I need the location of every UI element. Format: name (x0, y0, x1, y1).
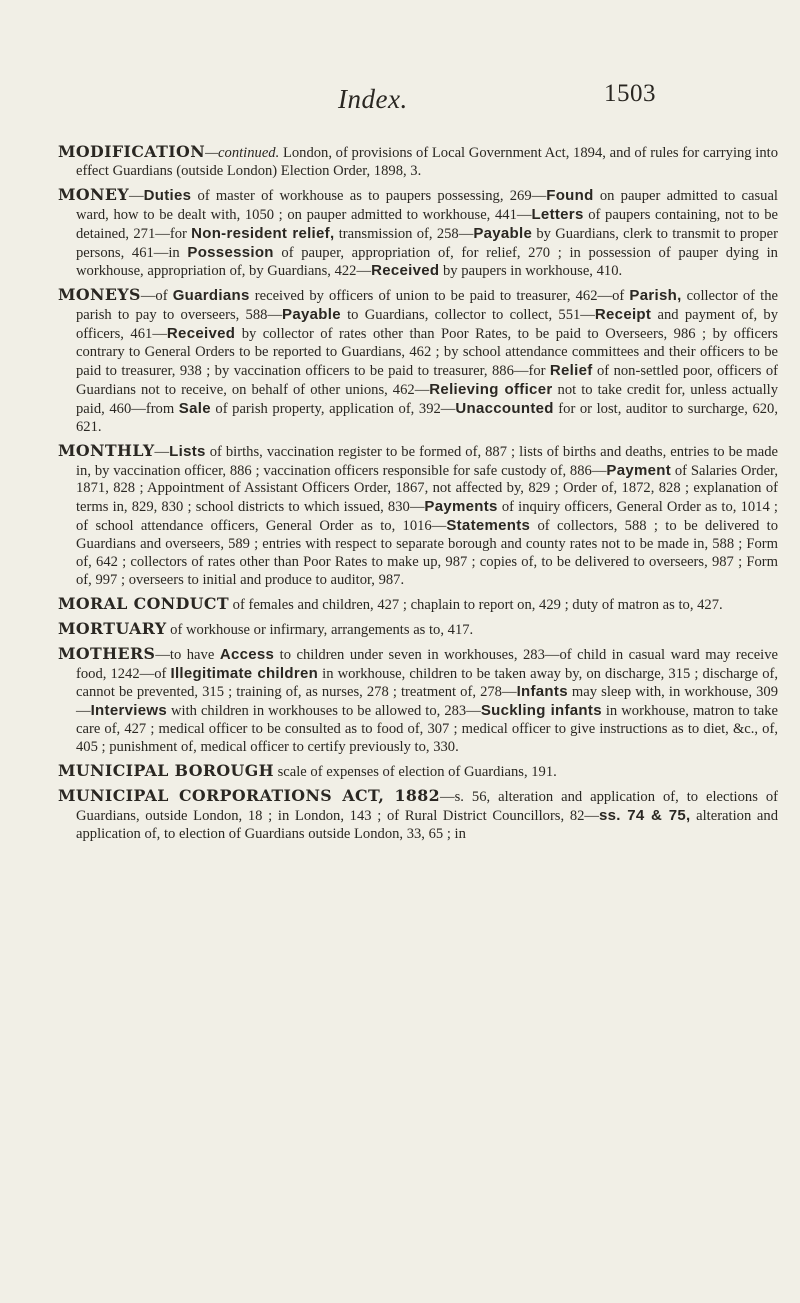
entry-headword: MONTHLY (58, 440, 155, 460)
entry-headword: MORAL CONDUCT (58, 593, 230, 613)
entry-subheading: Payment (606, 461, 672, 479)
entry-headword: MONEYS (58, 285, 141, 305)
entry-subheading: Possession (187, 243, 274, 261)
entry-text: of parish property, application of, 392— (210, 400, 456, 417)
entry-text: of non-settled poor, officers of Guardians not to receive, on behalf of other unions, 462— (76, 362, 778, 398)
entry-subheading: Infants (516, 683, 568, 701)
entry-text: —of (140, 288, 173, 305)
entry-text: of workhouse or infirmary, arrangements as to, 417. (166, 621, 474, 638)
entry-text: of paupers containing, not to be detained, 271—for (76, 206, 778, 242)
entry-text: of females and children, 427 ; chaplain to report on, 429 ; duty of matron as to, 427. (229, 596, 723, 613)
index-entry (58, 762, 778, 782)
entry-headword: MOTHERS (58, 643, 156, 663)
index-entry (58, 143, 778, 181)
entry-text: transmission of, 258— (334, 225, 474, 242)
entry-text: — (129, 187, 144, 204)
entry-subheading: Unaccounted (455, 399, 554, 417)
entry-headword: MODIFICATION (58, 142, 206, 161)
entry-subheading: Letters (531, 205, 584, 223)
entry-subheading: Parish, (629, 287, 682, 305)
entry-text: London, of provisions of Local Government Act, 1894, and of rules for carrying into effect Guardians (outside London) Election Order, 1898, 3. (76, 145, 778, 179)
entry-subheading: ss. 74 & 75, (599, 806, 691, 824)
index-entry (58, 645, 778, 757)
entry-text: to children under seven in workhouses, 283—of child in casual ward may receive food, 1242—of (76, 646, 779, 682)
entry-subheading: Interviews (90, 702, 167, 720)
entry-subheading: Access (219, 645, 275, 663)
entry-subheading: Found (546, 186, 594, 204)
entry-text: to Guardians, collector to collect, 551— (340, 307, 595, 324)
index-entry (58, 186, 778, 282)
index-entry (58, 595, 778, 615)
entry-text: in workhouse, matron to take care of, 427 ; medical officer to be consulted as to food of, 307 ; medical officer to give instructions as to diet, &c., of, 405 ; punishment of, medical officer to certify previously to, 330. (76, 703, 778, 756)
page-header (0, 78, 800, 118)
entry-text: by collector of rates other than Poor Rates, to be paid to Overseers, 986 ; by officers contrary to General Orders to be reported to Guardians, 462 ; by school attendance committees and their officers to be paid to treasurer, 938 ; by vaccination officers to be paid to treasurer, 886—for (76, 326, 778, 379)
entry-subheading: Receipt (594, 306, 652, 324)
entry-text: — (154, 443, 170, 460)
entry-text: and payment of, by officers, 461— (76, 307, 779, 343)
entry-headword: MONEY (58, 184, 130, 204)
entry-text: by paupers in workhouse, 410. (439, 263, 623, 280)
entry-text: received by officers of union to be paid to treasurer, 462—of (249, 288, 630, 305)
entry-subheading: Relief (549, 361, 593, 379)
entry-text: of master of workhouse as to paupers possessing, 269— (191, 187, 547, 204)
index-entries (58, 143, 778, 849)
entry-headword: MUNICIPAL BOROUGH (58, 761, 274, 781)
entry-headword: MUNICIPAL CORPORATIONS ACT, 1882 (58, 786, 441, 805)
entry-subheading: Illegitimate children (170, 664, 319, 682)
entry-subheading: Suckling infants (480, 702, 602, 720)
entry-text: of pauper, appropriation of, for relief, 270 ; in possession of pauper dying in workhouse, appropriation of, by Guardians, 422— (76, 244, 778, 280)
entry-subheading: Received (371, 262, 440, 280)
index-entry (58, 442, 778, 590)
entry-headword: MORTUARY (58, 618, 167, 638)
entry-text: may sleep with, in workhouse, 309— (76, 684, 778, 720)
entry-text: on pauper admitted to casual ward, how to be dealt with, 1050 ; on pauper admitted to workhouse, 441— (76, 187, 778, 223)
entry-text: collector of the parish to pay to overseers, 588— (76, 288, 779, 324)
entry-text: of births, vaccination register to be formed of, 887 ; lists of births and deaths, entries to be made in, by vaccination officer, 886 ; vaccination officers responsible for safe custody of, 886— (76, 443, 778, 479)
entry-subheading: Received (166, 325, 236, 343)
entry-subheading: Duties (143, 186, 192, 204)
index-entry (58, 787, 778, 844)
entry-text: with children in workhouses to be allowed to, 283— (166, 703, 481, 720)
entry-text: by Guardians, clerk to transmit to proper persons, 461—in (76, 225, 778, 261)
entry-subheading: Payable (473, 224, 533, 242)
entry-text: —s. 56, alteration and application of, to elections of Guardians, outside London, 18 ; in London, 143 ; of Rural District Councillors, 82— (76, 789, 778, 824)
index-entry (58, 620, 778, 640)
page-number: 1503 (604, 80, 656, 107)
entry-text: not to take credit for, unless actually paid, 460—from (76, 381, 778, 417)
index-entry (58, 286, 778, 436)
entry-text: of Salaries Order, 1871, 828 ; Appointment of Assistant Officers Order, 1867, not affected by, 829 ; Order of, 1872, 828 ; explanation of terms in, 829, 830 ; school districts to which issued, 830— (76, 462, 778, 516)
entry-text: in workhouse, children to be taken away by, on discharge, 315 ; discharge of, cannot be prevented, 315 ; training of, as nurses, 278 ; treatment of, 278— (76, 665, 779, 701)
entry-text: of inquiry officers, General Order as to, 1014 ; of school attendance officers, General Order as to, 1016— (76, 499, 778, 535)
entry-subheading: Guardians (172, 287, 250, 305)
entry-subheading: Payable (282, 306, 341, 324)
entry-text: scale of expenses of election of Guardians, 191. (273, 764, 557, 781)
entry-text: —to have (155, 646, 220, 663)
entry-continued-label: —continued. (205, 145, 280, 161)
running-title: Index. (338, 84, 408, 114)
entry-subheading: Lists (169, 442, 206, 460)
entry-subheading: Payments (424, 498, 498, 516)
entry-text: alteration and application of, to election of Guardians outside London, 33, 65 ; in (76, 807, 778, 842)
entry-subheading: Sale (178, 399, 211, 417)
entry-subheading: Relieving officer (429, 380, 553, 398)
entry-subheading: Statements (446, 517, 531, 535)
entry-text: for or lost, auditor to surcharge, 620, 621. (76, 400, 778, 435)
entry-subheading: Non-resident relief, (191, 224, 335, 242)
entry-text: of collectors, 588 ; to be delivered to Guardians and overseers, 589 ; entries with respect to separate borough and county rates not to be made in, 588 ; Form of, 642 ; collectors of rates other than Poor Rates to make up, 987 ; copies of, to be delivered to overseers, 987 ; Form of, 997 ; overseers to initial and produce to auditor, 987. (76, 518, 779, 588)
